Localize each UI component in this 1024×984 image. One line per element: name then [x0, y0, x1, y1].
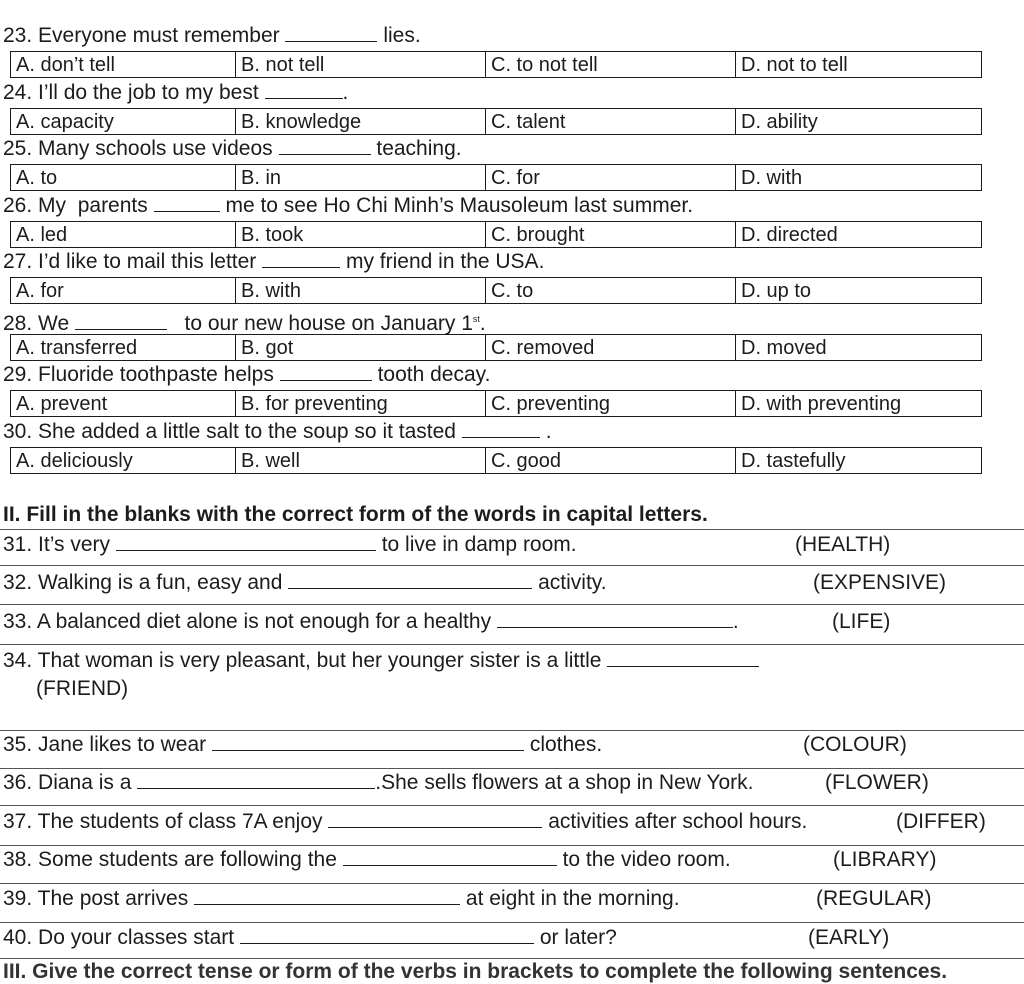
- option-c[interactable]: C. preventing: [485, 391, 735, 416]
- option-c[interactable]: C. talent: [485, 109, 735, 134]
- fill-item-32: 32. Walking is a fun, easy and activity.: [3, 571, 607, 594]
- option-c[interactable]: C. brought: [485, 222, 735, 247]
- divider: [0, 922, 1024, 923]
- option-b[interactable]: B. took: [235, 222, 485, 247]
- divider: [0, 730, 1024, 731]
- answer-blank[interactable]: [262, 251, 340, 268]
- option-b[interactable]: B. with: [235, 278, 485, 303]
- option-b[interactable]: B. well: [235, 448, 485, 473]
- section-heading-cut: III. Give the correct tense or form of the verbs in brackets to complete the following sentences.: [3, 960, 948, 983]
- option-c[interactable]: C. removed: [485, 335, 735, 360]
- word-hint: (DIFFER): [896, 810, 986, 833]
- option-b[interactable]: B. knowledge: [235, 109, 485, 134]
- question-text: 23. Everyone must remember lies.: [3, 24, 421, 47]
- divider: [0, 768, 1024, 769]
- answer-blank[interactable]: [343, 849, 557, 866]
- option-a[interactable]: A. deliciously: [16, 450, 133, 472]
- options-row: [10, 277, 982, 304]
- options-row: [10, 221, 982, 248]
- section-heading: II. Fill in the blanks with the correct form of the words in capital letters.: [3, 503, 708, 526]
- answer-blank[interactable]: [240, 927, 534, 944]
- divider: [0, 958, 1024, 959]
- answer-blank[interactable]: [328, 811, 542, 828]
- option-d[interactable]: D. with preventing: [735, 391, 981, 416]
- divider: [0, 604, 1024, 605]
- fill-item-40: 40. Do your classes start or later?: [3, 926, 617, 949]
- word-hint: (EXPENSIVE): [813, 571, 947, 594]
- divider: [0, 805, 1024, 806]
- options-row: [10, 51, 982, 78]
- divider: [0, 529, 1024, 530]
- option-d[interactable]: D. moved: [735, 335, 981, 360]
- answer-blank[interactable]: [265, 82, 343, 99]
- answer-blank[interactable]: [137, 772, 375, 789]
- option-d[interactable]: D. up to: [735, 278, 981, 303]
- options-row: [10, 108, 982, 135]
- answer-blank[interactable]: [288, 572, 532, 589]
- option-c[interactable]: C. for: [485, 165, 735, 190]
- fill-item-36: 36. Diana is a .She sells flowers at a shop in New York.: [3, 771, 754, 794]
- option-a[interactable]: A. to: [16, 167, 58, 189]
- option-d[interactable]: D. with: [735, 165, 981, 190]
- word-hint: (EARLY): [808, 926, 890, 949]
- answer-blank[interactable]: [75, 313, 167, 330]
- option-d[interactable]: D. directed: [735, 222, 981, 247]
- fill-item-37: 37. The students of class 7A enjoy activities after school hours.: [3, 810, 808, 833]
- divider: [0, 883, 1024, 884]
- answer-blank[interactable]: [285, 25, 377, 42]
- options-row: [10, 164, 982, 191]
- answer-blank[interactable]: [154, 195, 220, 212]
- option-d[interactable]: D. tastefully: [735, 448, 981, 473]
- option-a[interactable]: A. transferred: [16, 337, 138, 359]
- answer-blank[interactable]: [116, 534, 376, 551]
- option-c[interactable]: C. good: [485, 448, 735, 473]
- option-c[interactable]: C. to not tell: [485, 52, 735, 77]
- option-a[interactable]: A. capacity: [16, 111, 114, 133]
- option-a[interactable]: A. prevent: [16, 393, 108, 415]
- word-hint: (HEALTH): [795, 533, 891, 556]
- question-text: 24. I’ll do the job to my best .: [3, 81, 349, 104]
- answer-blank[interactable]: [280, 364, 372, 381]
- question-text: 30. She added a little salt to the soup so it tasted .: [3, 420, 552, 443]
- word-hint: (COLOUR): [803, 733, 907, 756]
- word-hint: (REGULAR): [816, 887, 932, 910]
- word-hint: (LIFE): [832, 610, 891, 633]
- question-text: 26. My parents me to see Ho Chi Minh’s Mausoleum last summer.: [3, 194, 694, 217]
- question-text: 28. We to our new house on January 1st.: [3, 312, 486, 335]
- divider: [0, 845, 1024, 846]
- fill-item-35: 35. Jane likes to wear clothes.: [3, 733, 603, 756]
- fill-item-38: 38. Some students are following the to the video room.: [3, 848, 731, 871]
- divider: [0, 644, 1024, 645]
- options-row: [10, 334, 982, 361]
- word-hint: (FLOWER): [825, 771, 929, 794]
- question-text: 25. Many schools use videos teaching.: [3, 137, 462, 160]
- word-hint: (FRIEND): [36, 677, 129, 700]
- option-b[interactable]: B. for preventing: [235, 391, 485, 416]
- fill-item-31: 31. It’s very to live in damp room.: [3, 533, 577, 556]
- answer-blank[interactable]: [279, 138, 371, 155]
- option-c[interactable]: C. to: [485, 278, 735, 303]
- question-text: 27. I’d like to mail this letter my friend in the USA.: [3, 250, 545, 273]
- options-row: [10, 447, 982, 474]
- divider: [0, 565, 1024, 566]
- option-b[interactable]: B. not tell: [235, 52, 485, 77]
- option-a[interactable]: A. for: [16, 280, 64, 302]
- option-b[interactable]: B. got: [235, 335, 485, 360]
- answer-blank[interactable]: [462, 421, 540, 438]
- answer-blank[interactable]: [194, 888, 460, 905]
- answer-blank[interactable]: [497, 611, 733, 628]
- answer-blank[interactable]: [212, 734, 524, 751]
- answer-blank[interactable]: [607, 650, 759, 667]
- word-hint: (LIBRARY): [833, 848, 937, 871]
- option-a[interactable]: A. led: [16, 224, 68, 246]
- fill-item-33: 33. A balanced diet alone is not enough for a healthy .: [3, 610, 739, 633]
- option-b[interactable]: B. in: [235, 165, 485, 190]
- option-a[interactable]: A. don’t tell: [16, 54, 115, 76]
- question-text: 29. Fluoride toothpaste helps tooth decay.: [3, 363, 491, 386]
- option-d[interactable]: D. ability: [735, 109, 981, 134]
- fill-item-34: 34. That woman is very pleasant, but her younger sister is a little: [3, 649, 759, 673]
- options-row: [10, 390, 982, 417]
- option-d[interactable]: D. not to tell: [735, 52, 981, 77]
- fill-item-39: 39. The post arrives at eight in the morning.: [3, 887, 680, 910]
